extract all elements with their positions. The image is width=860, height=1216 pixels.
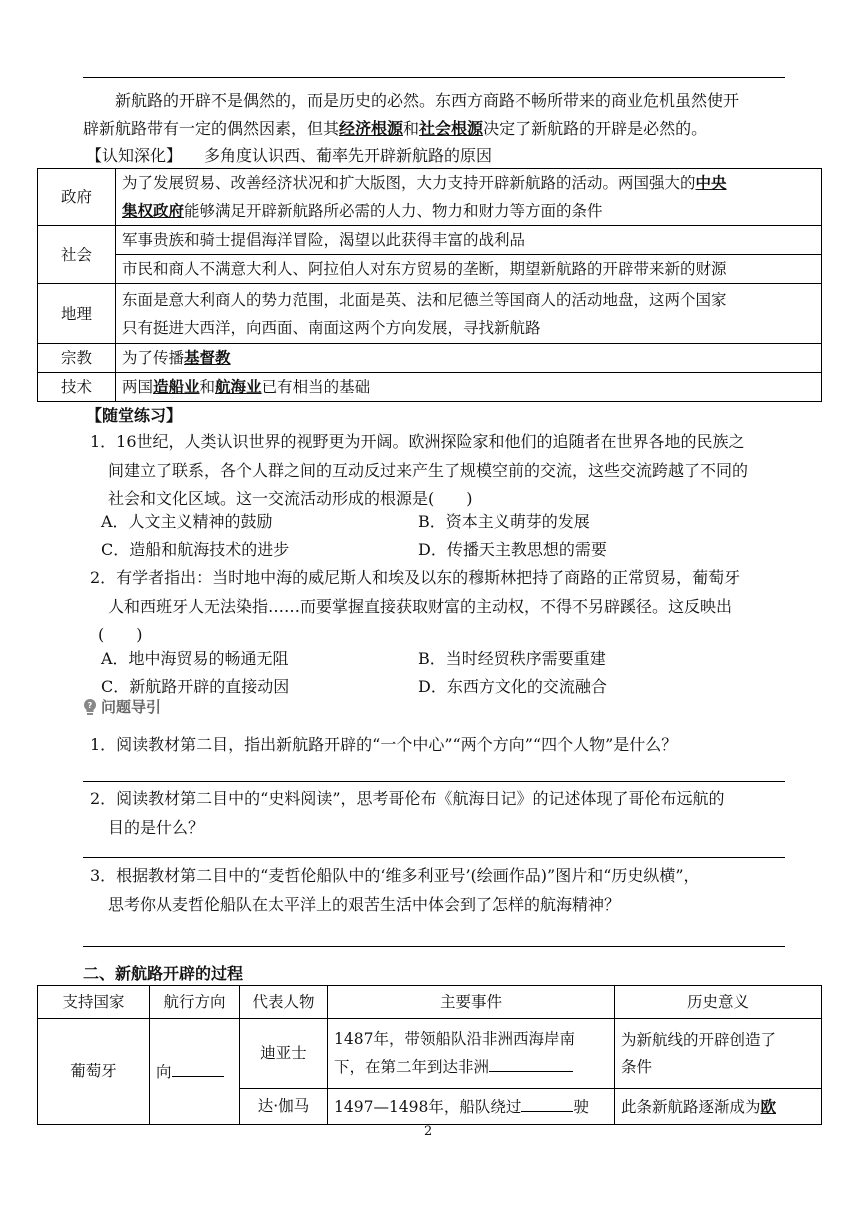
meaning-bold: 欧	[760, 1096, 777, 1116]
person-cell: 达·伽马	[240, 1089, 328, 1125]
guide-question-1: 1．阅读教材第二目，指出新航路开辟的“一个中心”“两个方向”“四个人物”是什么？	[90, 735, 678, 754]
guide-label: 问题导引	[101, 698, 162, 716]
q1-option-c[interactable]: C．造船和航海技术的进步	[101, 540, 290, 559]
social-root: 社会根源	[419, 119, 484, 138]
q1-option-a[interactable]: A．人文主义精神的鼓励	[101, 512, 273, 531]
meaning-text: 此条新航路逐渐成为	[621, 1097, 761, 1116]
intro-and: 和	[403, 119, 420, 138]
person-cell: 迪亚士	[240, 1019, 328, 1089]
cause-category: 地理	[38, 284, 116, 344]
navigation-bold: 航海业	[215, 377, 262, 396]
header-direction: 航行方向	[150, 986, 240, 1019]
guide-question-2	[90, 785, 790, 842]
event-blank[interactable]	[521, 1093, 573, 1112]
shipbuilding-bold: 造船业	[153, 377, 200, 396]
answer-line[interactable]	[83, 857, 785, 858]
deepen-label: 【认知深化】	[86, 146, 183, 165]
voyages-table	[37, 985, 822, 1125]
svg-text:?: ?	[87, 700, 93, 710]
cause-content: 军事贵族和骑士提倡海洋冒险，渴望以此获得丰富的战利品	[116, 226, 822, 255]
event-cell	[328, 1089, 615, 1125]
government-bold: 集权政府	[122, 201, 185, 220]
cause-text: 已有相当的基础	[261, 378, 371, 396]
intro-line-1: 新航路的开辟不是偶然的，而是历史的必然。东西方商路不畅所带来的商业危机虽然使开	[115, 91, 740, 110]
central-bold: 中央	[695, 173, 727, 192]
table-row	[38, 169, 822, 226]
causes-table	[37, 168, 822, 402]
question-line: ( )	[98, 625, 143, 644]
section2-title: 二、新航路开辟的过程	[83, 964, 244, 983]
cause-content	[116, 169, 822, 226]
page-number: 2	[424, 1124, 433, 1139]
economic-root: 经济根源	[339, 119, 404, 138]
direction-blank[interactable]	[172, 1058, 224, 1077]
question-line: 间建立了联系，各个人群之间的互动反过来产生了规模空前的交流，这些交流跨越了不同的	[108, 460, 749, 480]
q2-option-d[interactable]: D．东西方文化的交流融合	[418, 677, 607, 696]
cause-content	[116, 344, 822, 373]
event-line	[334, 1053, 608, 1081]
christianity-bold: 基督教	[184, 348, 231, 367]
top-rule	[83, 77, 785, 78]
country-cell: 葡萄牙	[38, 1019, 150, 1125]
q2-option-a[interactable]: A．地中海贸易的畅通无阻	[101, 649, 289, 668]
question-line: 3．根据教材第二目中的“麦哲伦船队中的‘维多利亚号’(绘画作品)”图片和“历史纵横”，	[90, 866, 700, 885]
q1-option-b[interactable]: B．资本主义萌芽的发展	[418, 512, 590, 531]
table-row	[38, 1019, 822, 1089]
q2-option-b[interactable]: B．当时经贸秩序需要重建	[418, 649, 606, 668]
direction-cell	[150, 1019, 240, 1125]
question-guide-heading	[82, 696, 161, 717]
cause-text: 两国	[122, 378, 154, 396]
table-row	[38, 284, 822, 344]
event-text: 下，在第二年到达非洲	[334, 1058, 490, 1076]
practice-question-2	[90, 564, 790, 650]
cause-category: 技术	[38, 373, 116, 402]
intro-text-end: 决定了新航路的开辟是必然的。	[483, 119, 708, 138]
cause-text: 和	[199, 378, 216, 396]
question-line: 2．有学者指出：当时地中海的威尼斯人和埃及以东的穆斯林把持了商路的正常贸易，葡萄牙	[90, 568, 741, 587]
direction-prefix: 向	[156, 1062, 172, 1081]
cause-text: 只有挺进大西洋，向西面、南面这两个方向发展，寻找新航路	[122, 318, 541, 337]
meaning-cell	[615, 1019, 822, 1089]
cause-category: 政府	[38, 169, 116, 226]
table-header-row	[38, 986, 822, 1019]
cause-category: 社会	[38, 226, 116, 284]
cause-text: 为了传播	[122, 349, 185, 367]
question-line: 1．16世纪，人类认识世界的视野更为开阔。欧洲探险家和他们的追随者在世界各地的民族之	[90, 432, 745, 451]
header-event: 主要事件	[328, 986, 615, 1019]
question-bulb-icon	[82, 698, 98, 716]
deepen-heading	[86, 141, 796, 170]
question-line: 目的是什么？	[108, 817, 205, 837]
header-meaning: 历史意义	[615, 986, 822, 1019]
cause-content	[116, 373, 822, 402]
cause-category: 宗教	[38, 344, 116, 373]
event-blank[interactable]	[489, 1053, 573, 1072]
guide-question-3	[90, 862, 790, 919]
cause-content: 市民和商人不满意大利人、阿拉伯人对东方贸易的垄断，期望新航路的开辟带来新的财源	[116, 255, 822, 284]
table-row	[38, 255, 822, 284]
event-line: 1487年，带领船队沿非洲西海岸南	[334, 1030, 575, 1048]
intro-line-2	[83, 114, 793, 143]
table-row	[38, 373, 822, 402]
q1-option-d[interactable]: D．传播天主教思想的需要	[418, 540, 607, 559]
meaning-line: 条件	[621, 1057, 653, 1076]
meaning-cell	[615, 1089, 822, 1125]
cause-content	[116, 284, 822, 344]
meaning-line: 为新航线的开辟创造了	[621, 1030, 777, 1049]
header-country: 支持国家	[38, 986, 150, 1019]
table-row	[38, 226, 822, 255]
cause-text: 为了发展贸易、改善经济状况和扩大版图，大力支持开辟新航路的活动。两国强大的	[122, 174, 696, 192]
header-person: 代表人物	[240, 986, 328, 1019]
question-line: 2．阅读教材第二目中的“史料阅读”，思考哥伦布《航海日记》的记述体现了哥伦布远航的	[90, 789, 725, 808]
deepen-title: 多角度认识西、葡率先开辟新航路的原因	[204, 146, 493, 165]
question-line: 社会和文化区域。这一交流活动形成的根源是( )	[108, 489, 473, 508]
q2-option-c[interactable]: C．新航路开辟的直接动因	[101, 677, 290, 696]
practice-heading: 【随堂练习】	[86, 406, 183, 425]
table-row	[38, 344, 822, 373]
event-text: 1497—1498年，船队绕过	[334, 1097, 522, 1116]
practice-question-1	[90, 428, 790, 514]
event-cell	[328, 1019, 615, 1089]
intro-text: 辟新航路带有一定的偶然因素，但其	[83, 119, 340, 138]
answer-line[interactable]	[83, 946, 785, 947]
cause-text: 能够满足开辟新航路所必需的人力、物力和财力等方面的条件	[184, 202, 603, 220]
question-line: 人和西班牙人无法染指……而要掌握直接获取财富的主动权，不得不另辟蹊径。这反映出	[108, 596, 733, 616]
cause-text: 东面是意大利商人的势力范围，北面是英、法和尼德兰等国商人的活动地盘，这两个国家	[122, 290, 727, 309]
question-line: 思考你从麦哲伦船队在太平洋上的艰苦生活中体会到了怎样的航海精神？	[108, 894, 621, 914]
event-text-post: 驶	[573, 1097, 589, 1116]
answer-line[interactable]	[83, 781, 785, 782]
